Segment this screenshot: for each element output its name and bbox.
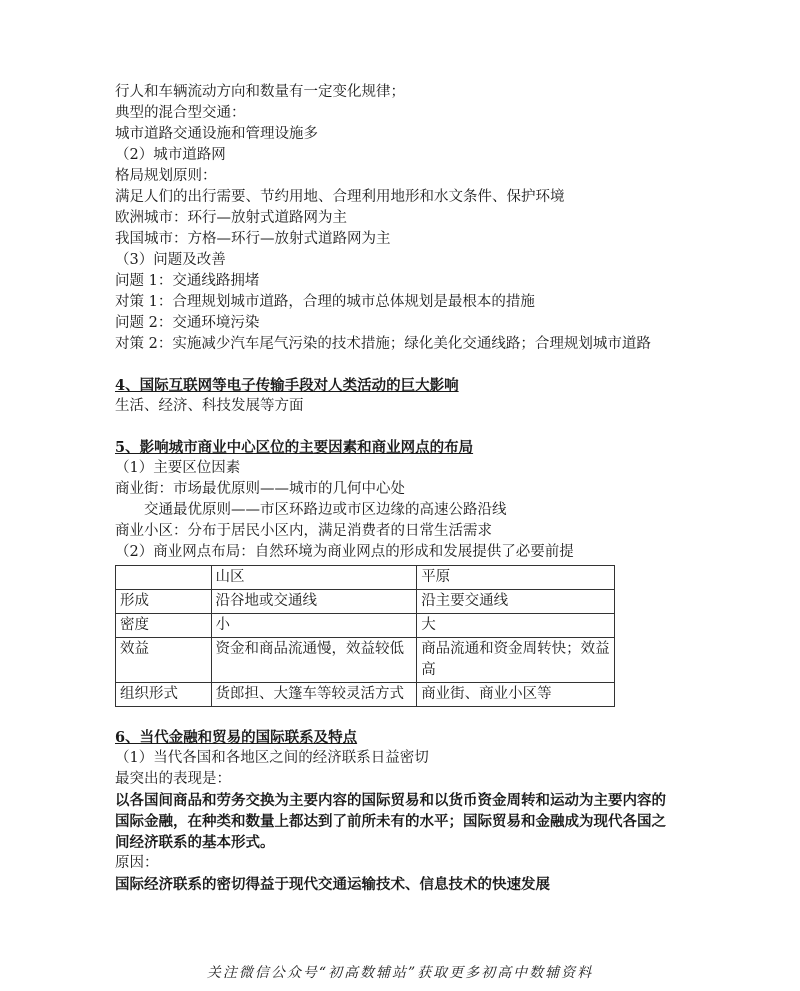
table-header-row xyxy=(116,566,615,590)
text-line: 对策 2：实施减少汽车尾气污染的技术措施；绿化美化交通线路；合理规划城市道路 xyxy=(115,336,651,352)
section-5-heading: 5、影响城市商业中心区位的主要因素和商业网点的布局 xyxy=(115,439,474,456)
text-line: 欧洲城市：环行—放射式道路网为主 xyxy=(115,210,347,226)
text-line: 生活、经济、科技发展等方面 xyxy=(115,398,304,414)
table-cell: 资金和商品流通慢，效益较低 xyxy=(211,638,417,683)
text-line: 最突出的表现是： xyxy=(115,771,231,787)
section-4-heading: 4、国际互联网等电子传输手段对人类活动的巨大影响 xyxy=(115,377,459,394)
subheading: （1）当代各国和各地区之间的经济联系日益密切 xyxy=(115,750,429,766)
table-cell: 沿谷地或交通线 xyxy=(211,590,417,614)
bold-paragraph: 国际经济联系的密切得益于现代交通运输技术、信息技术的快速发展 xyxy=(115,876,550,893)
text-line: 城市道路交通设施和管理设施多 xyxy=(115,126,318,142)
text-line: 典型的混合型交通： xyxy=(115,105,246,121)
bold-paragraph: 以各国间商品和劳务交换为主要内容的国际贸易和以货币资金周转和运动为主要内容的国际金融，在种类和数量上都达到了前所未有的水平；国际贸易和金融成为现代各国之间经济联系的基本形式。 xyxy=(115,792,666,851)
text-line: 原因： xyxy=(115,855,159,871)
table-cell: 货郎担、大篷车等较灵活方式 xyxy=(211,683,417,707)
table-row xyxy=(116,590,615,614)
table-cell xyxy=(116,566,212,590)
section-6-heading: 6、当代金融和贸易的国际联系及特点 xyxy=(115,729,358,746)
table-row xyxy=(116,638,615,683)
text-line: 商业街：市场最优原则——城市的几何中心处 xyxy=(115,481,405,497)
table-cell: 小 xyxy=(211,614,417,638)
table-cell: 大 xyxy=(417,614,615,638)
text-line: 我国城市：方格—环行—放射式道路网为主 xyxy=(115,231,391,247)
table-cell: 效益 xyxy=(116,638,212,683)
section-3-continued xyxy=(115,82,675,355)
table-cell: 组织形式 xyxy=(116,683,212,707)
table-cell: 山区 xyxy=(211,566,417,590)
subheading: （2）商业网点布局：自然环境为商业网点的形成和发展提供了必要前提 xyxy=(115,544,574,560)
text-line: 问题 1：交通线路拥堵 xyxy=(115,273,260,289)
text-line: 交通最优原则——市区环路边或市区边缘的高速公路沿线 xyxy=(144,502,507,518)
table-cell: 平原 xyxy=(417,566,615,590)
table-cell: 商品流通和资金周转快；效益高 xyxy=(417,638,615,683)
subheading: （3）问题及改善 xyxy=(115,252,226,268)
table-cell: 密度 xyxy=(116,614,212,638)
text-line: 格局规划原则： xyxy=(115,168,217,184)
footer-watermark: 关注微信公众号“初高数辅站”获取更多初高中数辅资料 xyxy=(206,965,594,981)
text-line: 满足人们的出行需要、节约用地、合理利用地形和水文条件、保护环境 xyxy=(115,189,565,205)
subheading: （2）城市道路网 xyxy=(115,147,226,163)
subheading: （1）主要区位因素 xyxy=(115,460,241,476)
table-row xyxy=(116,683,615,707)
table-cell: 沿主要交通线 xyxy=(417,590,615,614)
text-line: 对策 1：合理规划城市道路，合理的城市总体规划是最根本的措施 xyxy=(115,294,535,310)
text-line: 商业小区：分布于居民小区内，满足消费者的日常生活需求 xyxy=(115,523,492,539)
text-line: 问题 2：交通环境污染 xyxy=(115,315,260,331)
table-cell: 商业街、商业小区等 xyxy=(417,683,615,707)
commercial-layout-table xyxy=(115,565,615,707)
table-row xyxy=(116,614,615,638)
document-body xyxy=(115,82,675,895)
text-line: 行人和车辆流动方向和数量有一定变化规律； xyxy=(115,84,405,100)
table-cell: 形成 xyxy=(116,590,212,614)
